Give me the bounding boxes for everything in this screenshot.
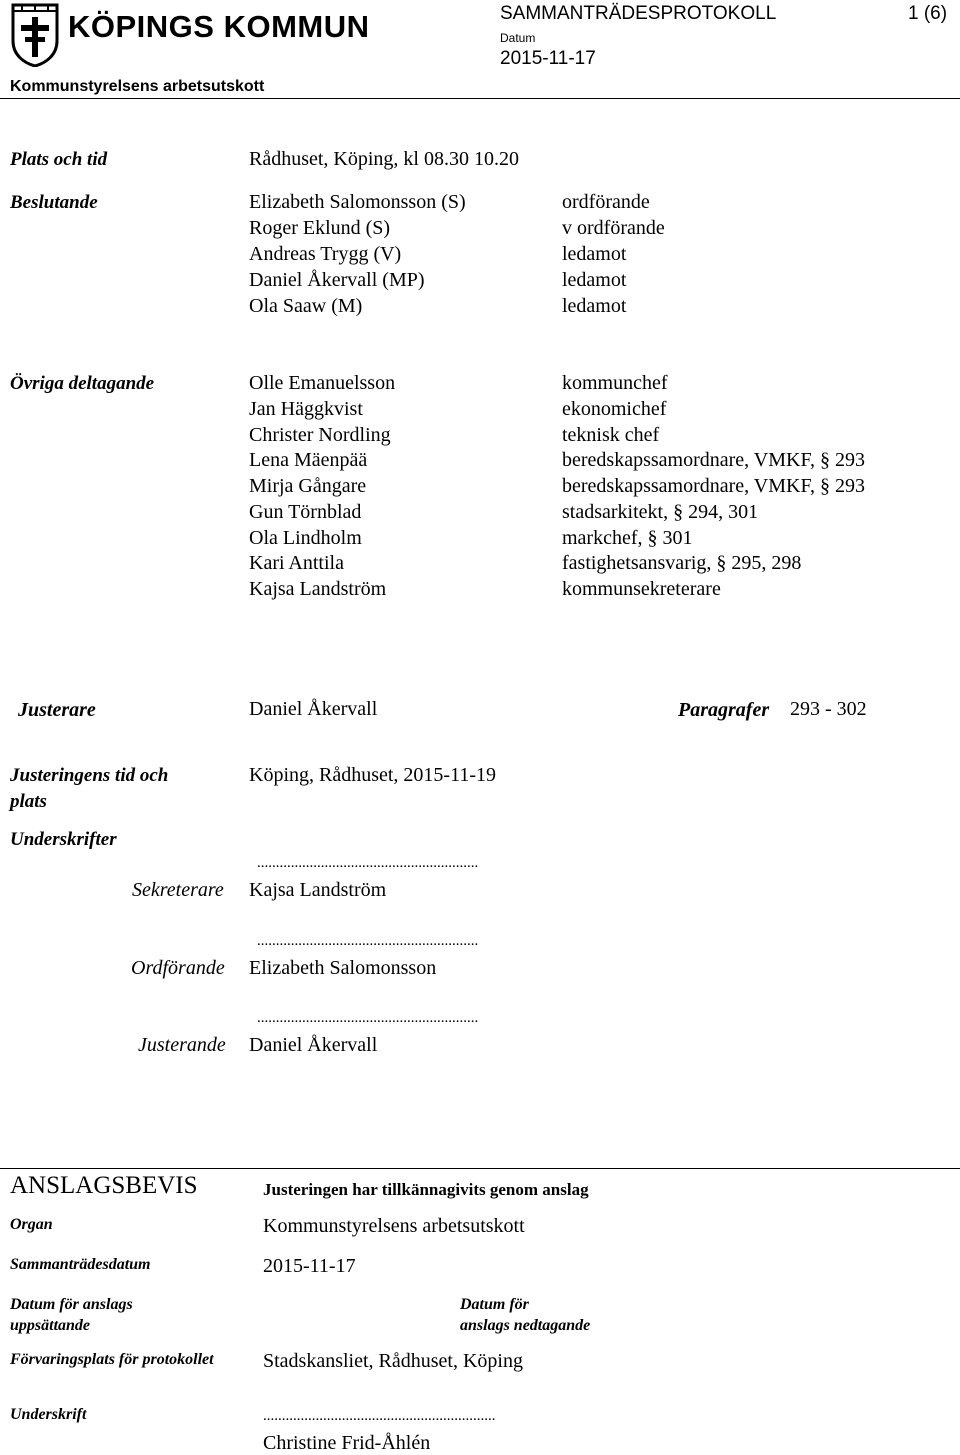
coat-of-arms-icon — [10, 3, 60, 67]
signature-name: Kajsa Landström — [249, 879, 387, 901]
signatures-label: Underskrifter — [10, 829, 117, 850]
signature-name: Elizabeth Salomonsson — [249, 957, 437, 979]
document-type: SAMMANTRÄDESPROTOKOLL — [500, 3, 777, 24]
adjuster-label: Justerare — [18, 699, 96, 721]
member-role: ledamot — [562, 243, 627, 265]
participant-name: Ola Lindholm — [249, 527, 362, 549]
adjust-time-label-1: Justeringens tid och — [10, 765, 169, 786]
participant-name: Olle Emanuelsson — [249, 372, 396, 394]
participant-role: fastighetsansvarig, § 295, 298 — [562, 552, 802, 574]
participant-name: Jan Häggkvist — [249, 398, 363, 420]
place-time-label: Plats och tid — [10, 149, 108, 170]
member-name: Ola Saaw (M) — [249, 295, 363, 317]
participant-name: Gun Törnblad — [249, 501, 362, 523]
posting-date-label-2: uppsättande — [10, 1317, 91, 1334]
signature-line: ........................................................... — [257, 855, 479, 871]
member-name: Roger Eklund (S) — [249, 217, 391, 239]
signature-line: ........................................................... — [257, 933, 479, 949]
participant-role: beredskapssamordnare, VMKF, § 293 — [562, 475, 865, 497]
notice-signature-line: .............................................................. — [263, 1408, 496, 1424]
storage-value: Stadskansliet, Rådhuset, Köping — [263, 1350, 523, 1372]
organ-label: Organ — [10, 1216, 53, 1233]
participant-name: Mirja Gångare — [249, 475, 367, 497]
member-name: Daniel Åkervall (MP) — [249, 269, 425, 291]
document-date: 2015-11-17 — [500, 48, 596, 69]
signature-line: ........................................................... — [257, 1010, 479, 1026]
place-time-value: Rådhuset, Köping, kl 08.30 10.20 — [249, 148, 519, 170]
removal-date-label-1: Datum för — [460, 1296, 529, 1313]
participant-role: kommunchef — [562, 372, 668, 394]
signature-role: Justerande — [138, 1034, 226, 1056]
signature-name: Daniel Åkervall — [249, 1034, 378, 1056]
date-label: Datum — [500, 31, 536, 45]
header-divider — [0, 98, 960, 99]
adjust-time-value: Köping, Rådhuset, 2015-11-19 — [249, 764, 497, 786]
member-name: Andreas Trygg (V) — [249, 243, 402, 265]
participant-role: kommunsekreterare — [562, 578, 721, 600]
meeting-date-label: Sammanträdesdatum — [10, 1256, 151, 1273]
organ-value: Kommunstyrelsens arbetsutskott — [263, 1215, 525, 1237]
paragraphs-value: 293 - 302 — [790, 698, 867, 720]
removal-date-label-2: anslags nedtagande — [460, 1317, 591, 1334]
signature-role: Sekreterare — [132, 879, 224, 901]
participant-role: ekonomichef — [562, 398, 667, 420]
notice-divider — [0, 1168, 960, 1169]
participant-name: Kajsa Landström — [249, 578, 387, 600]
participant-name: Christer Nordling — [249, 424, 391, 446]
member-role: ordförande — [562, 191, 650, 213]
page-number: 1 (6) — [908, 3, 948, 24]
notice-signature-label: Underskrift — [10, 1406, 87, 1423]
adjuster-name: Daniel Åkervall — [249, 698, 378, 720]
decision-makers-label: Beslutande — [10, 192, 98, 213]
municipality-logo — [10, 3, 370, 67]
other-participants-label: Övriga deltagande — [10, 373, 155, 394]
participant-name: Lena Mäenpää — [249, 449, 368, 471]
notice-signature-name: Christine Frid-Åhlén — [263, 1432, 431, 1454]
signature-role: Ordförande — [131, 957, 225, 979]
storage-label: Förvaringsplats för protokollet — [10, 1351, 214, 1368]
member-name: Elizabeth Salomonsson (S) — [249, 191, 466, 213]
adjust-time-label-2: plats — [10, 791, 47, 812]
participant-role: markchef, § 301 — [562, 527, 693, 549]
member-role: v ordförande — [562, 217, 665, 239]
committee-name: Kommunstyrelsens arbetsutskott — [10, 78, 265, 95]
notice-subtitle: Justeringen har tillkännagivits genom anslag — [263, 1180, 589, 1199]
member-role: ledamot — [562, 295, 627, 317]
posting-date-label-1: Datum för anslags — [10, 1296, 133, 1313]
participant-role: teknisk chef — [562, 424, 660, 446]
paragraphs-label: Paragrafer — [678, 699, 770, 721]
meeting-date-value: 2015-11-17 — [263, 1255, 356, 1277]
participant-role: stadsarkitekt, § 294, 301 — [562, 501, 759, 523]
notice-title: ANSLAGSBEVIS — [10, 1172, 198, 1199]
member-role: ledamot — [562, 269, 627, 291]
participant-name: Kari Anttila — [249, 552, 344, 574]
logo-text: KÖPINGS KOMMUN — [68, 9, 370, 44]
participant-role: beredskapssamordnare, VMKF, § 293 — [562, 449, 865, 471]
